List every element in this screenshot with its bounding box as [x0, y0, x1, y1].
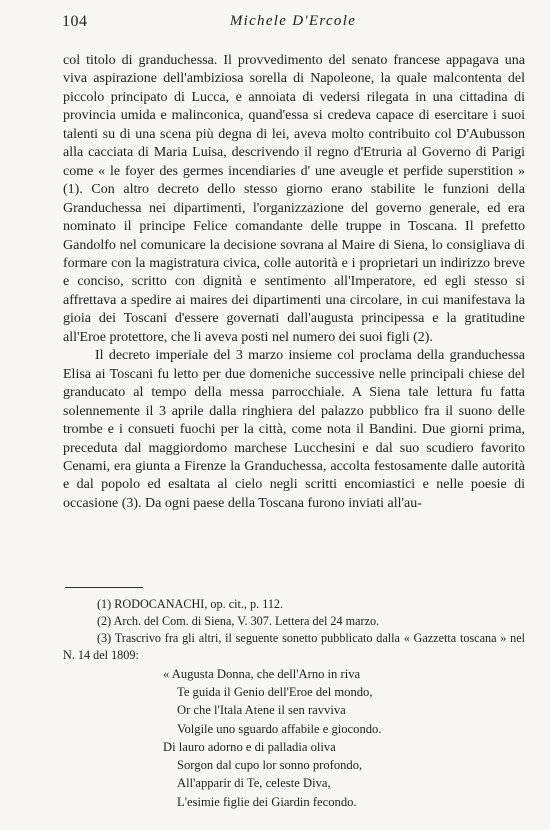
paragraph-2: Il decreto imperiale del 3 marzo insieme col proclama della granduchessa Elisa ai Toscani fu letto per due domeniche successive nelle principali chiese del granducato al tempo della messa parrocchiale. A Siena tale lettura fu fatta solennemente il 3 aprile dalla ringhiera del palazzo pubblico fra il suono delle trombe e i consueti fuochi per la città, come nota il Bandini. Due giorni prima, preceduta dal maggiordomo marchese Lucchesini e dal suo scudiero favorito Cenami, era giunta a Firenze la Granduchessa, accolta festosamente dalle autorità e dal popolo ed esaltata al cielo negli scritti encomiastici e nelle poesie di occasione (3). Da ogni paese della Toscana furono inviati all'au- [63, 348, 525, 511]
footnotes [63, 596, 525, 811]
sonnet-line: Sorgon dal cupo lor sonno profondo, [177, 758, 363, 773]
footnote-1: (1) RODOCANACHI, op. cit., p. 112. [97, 597, 284, 611]
sonnet-line: L'esimie figlie dei Giardin fecondo. [177, 794, 357, 809]
footnote-divider [65, 587, 143, 588]
page-header [62, 13, 524, 35]
sonnet-line: « Augusta Donna, che dell'Arno in riva [163, 666, 361, 681]
page-number: 104 [62, 13, 88, 30]
paragraph-1: col titolo di granduchessa. Il provvedimento del senato francese appagava una viva aspirazione dell'ambiziosa sorella di Napoleone, la quale malcontenta del piccolo principato di Lucca, e annoiata di vedersi rilegata in una cittadina di provincia umida e malinconica, quand'essa si credeva capace di esercitare i suoi talenti su di una scena più degna di lei, aveva molto contribuito col D'Aubusson alla cacciata di Maria Luisa, descrivendo il regno d'Etruria al Governo di Parigi come « le foyer des germes incendiaries d' une aveugle et perfide superstition » (1). Con altro decreto dello stesso giorno erano stabilite le funzioni della Granduchessa nei dipartimenti, l'organizzazione del governo generale, ed era nominato il principe Felice comandante delle truppe in Toscana. Il prefetto Gandolfo nel comunicare la decisione sovrana al Maire di Siena, lo consigliava di formare con la magistratura civica, colle autorità e i proprietari un indirizzo breve e conciso, scritto con dignità e sentimento all'Imperatore, ed egli stesso si affrettava a spedire ai maires dei dipartimenti una circolare, in cui manifestava la gioia dei Toscani d'essere governati dall'augusta principessa e la gratitudine all'Eroe protettore, che li aveva posti nel numero dei suoi figli (2). [63, 53, 525, 345]
sonnet-line: All'apparir di Te, celeste Diva, [177, 776, 331, 791]
sonnet-line: Or che l'Itala Atene il sen ravviva [177, 703, 346, 718]
sonnet-line: Volgile uno sguardo affabile e giocondo. [177, 721, 382, 736]
running-title: Michele D'Ercole [229, 13, 357, 29]
sonnet-line: Te guida il Genio dell'Eroe del mondo, [177, 684, 373, 699]
sonnet-line: Di lauro adorno e di palladia oliva [163, 739, 336, 754]
footnote-3: (3) Trascrivo fra gli altri, il seguente sonetto pubblicato dalla « Gazzetta toscana » nel N. 14 del 1809: [63, 630, 525, 662]
footnote-2: (2) Arch. del Com. di Siena, V. 307. Lettera del 24 marzo. [97, 613, 380, 628]
main-text [63, 52, 525, 513]
sonnet [163, 665, 525, 811]
